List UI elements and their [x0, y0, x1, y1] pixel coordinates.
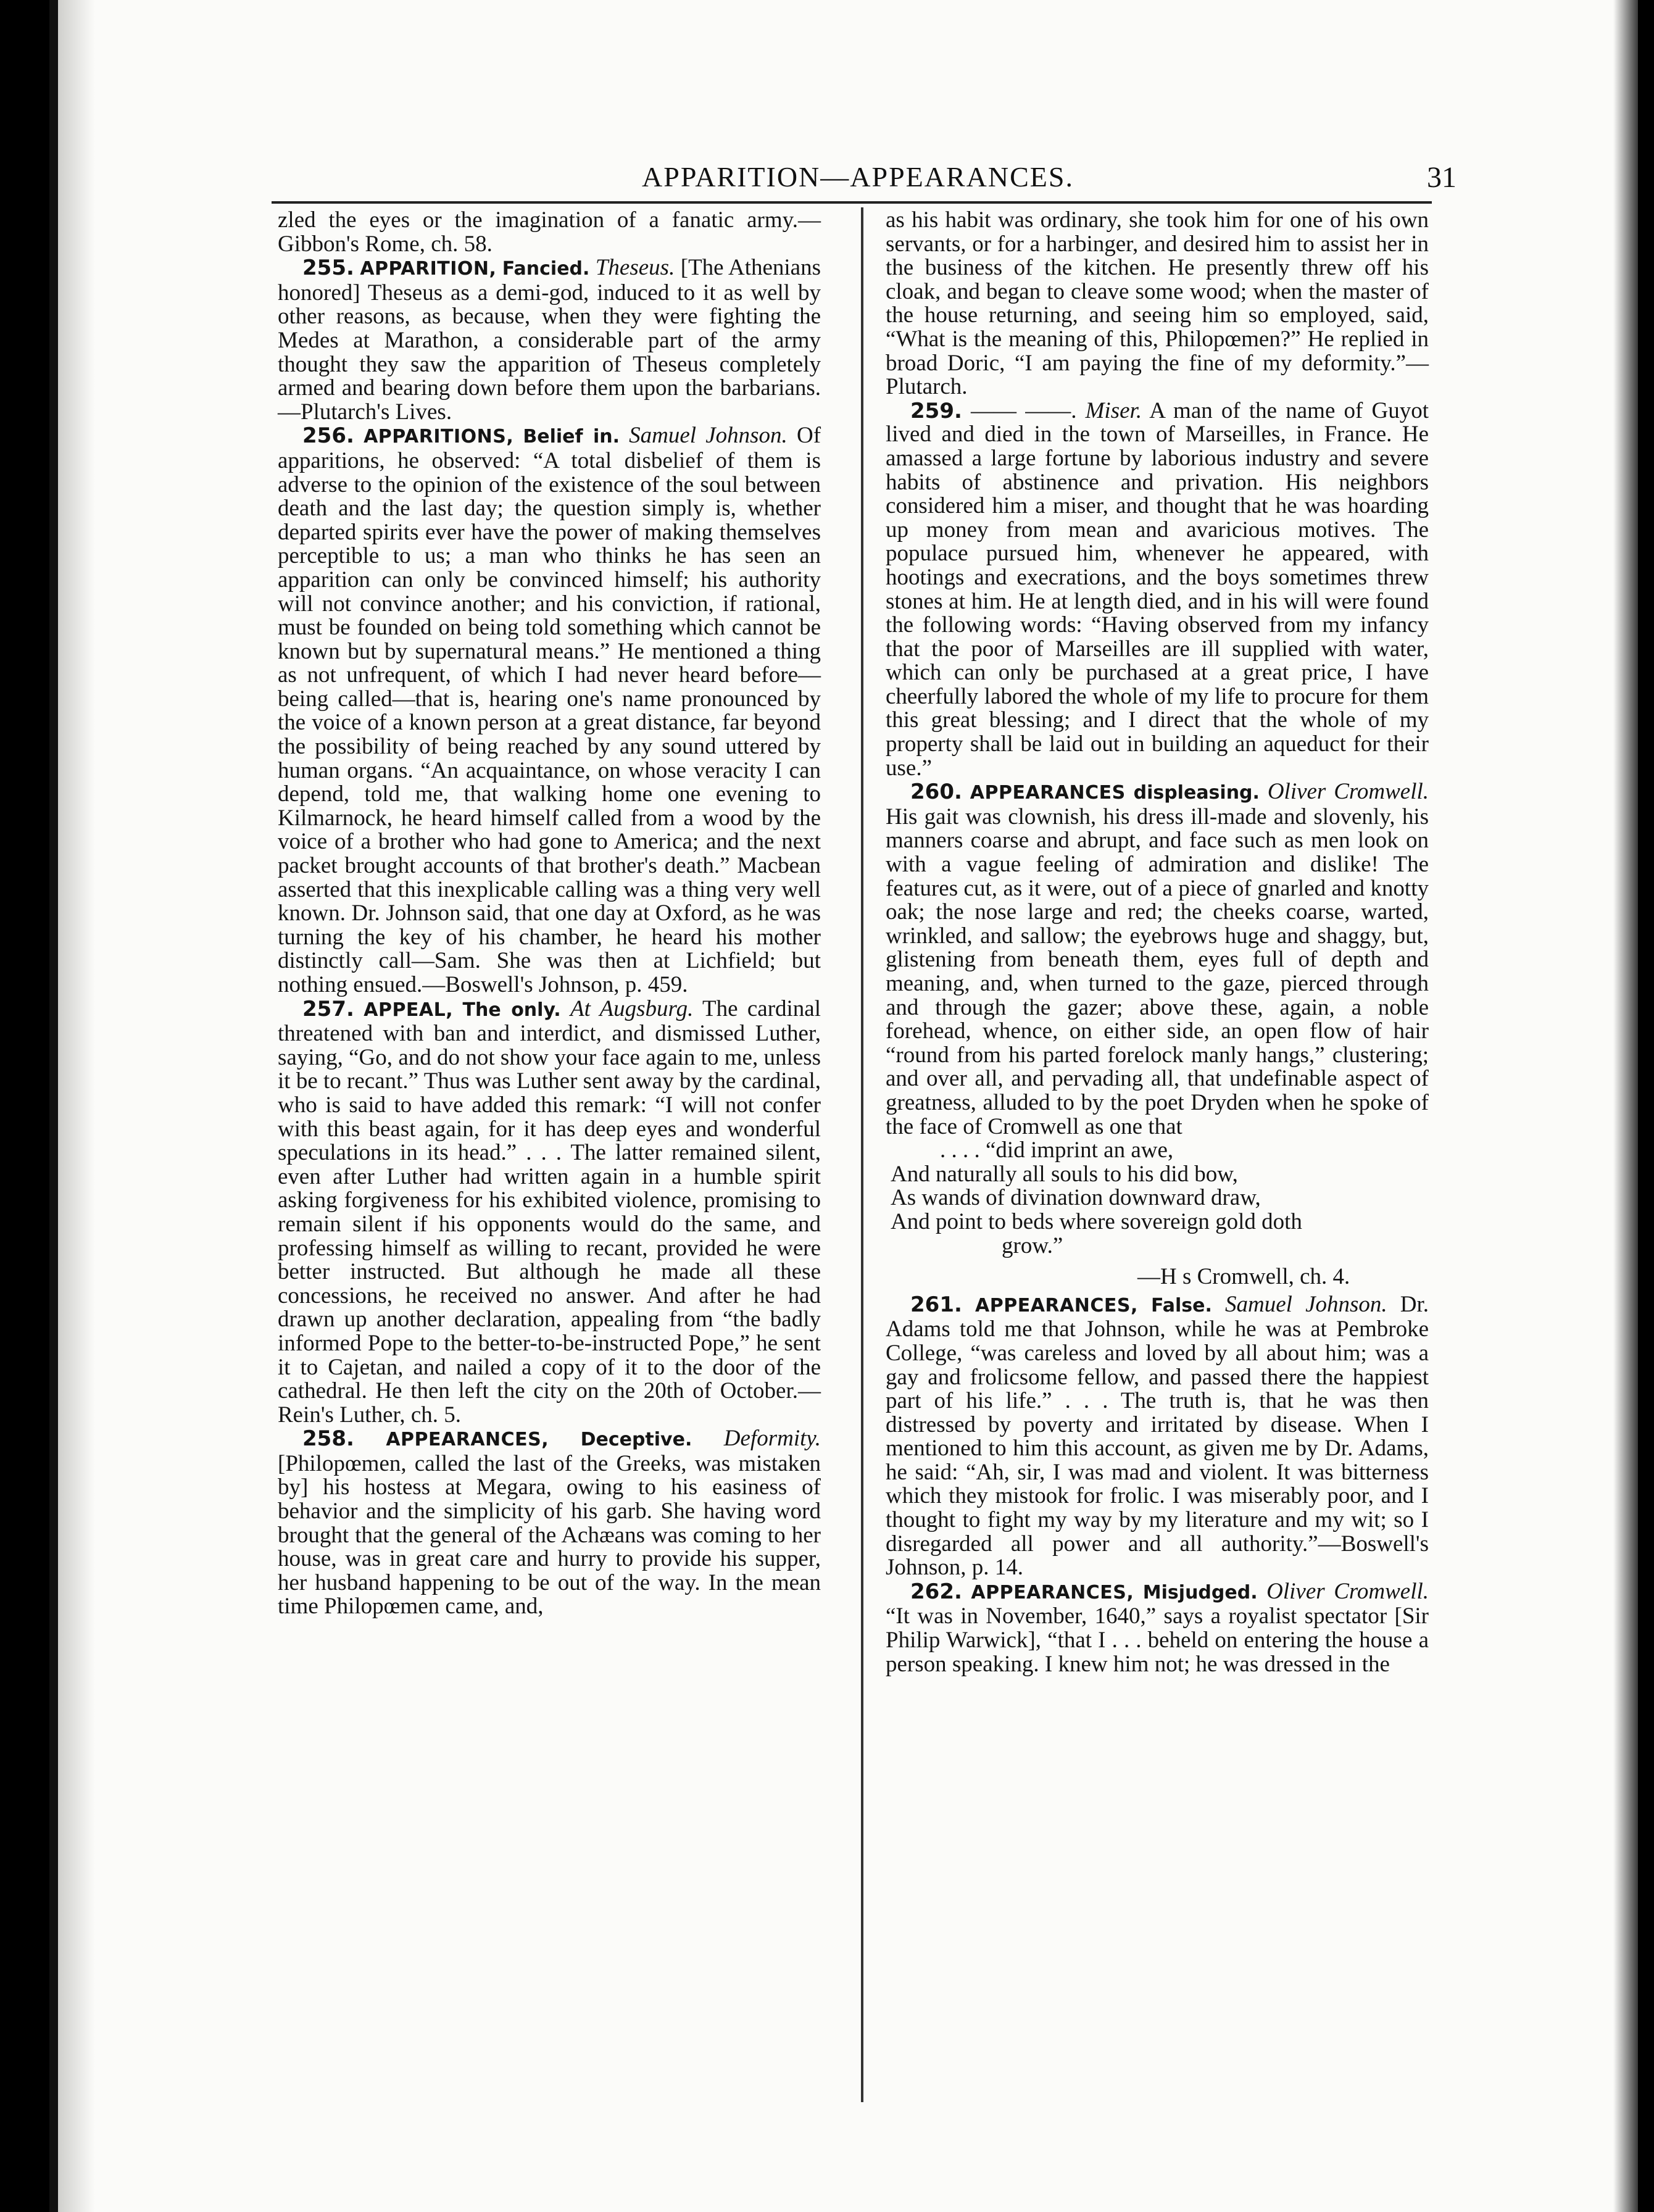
page-header	[272, 160, 1457, 204]
entry-heading: APPEARANCES,	[386, 1429, 549, 1451]
entry-subheading: Deceptive.	[580, 1429, 692, 1451]
quoted-verse	[886, 1139, 1429, 1289]
entry-262	[886, 1580, 1429, 1676]
entry-heading: —— ——.	[971, 397, 1077, 423]
entry-257	[278, 997, 821, 1428]
right-column	[886, 209, 1429, 1676]
entry-text: [Philopœmen, called the last of the Greeks, was mistaken by] his hostess at Megara, owing to his easiness of behavior and the simplicity of his garb. She having word brought that the general of the Achæans was coming to her house, was in great care and hurry to provide his supper, her husband happening to be out of the way. In the mean time Philopœmen came, and,	[278, 1450, 821, 1620]
page-edge-shadow	[1613, 0, 1638, 2212]
column-divider	[861, 207, 863, 2102]
entry-topic: At Augsburg.	[570, 996, 694, 1021]
verse-line: And point to beds where sovereign gold doth	[891, 1208, 1302, 1234]
verse-line: And naturally all souls to his did bow,	[891, 1161, 1238, 1187]
entry-number: 261.	[910, 1292, 962, 1317]
entry-text: His gait was clownish, his dress ill-made and slovenly, his manners coarse and abrupt, and face such as men look on with a vague feeling of admiration and dislike! The features cut, as it were, out of a piece of gnarled and knotty oak; the nose large and red; the cheeks coarse, warted, wrinkled, and sallow; the eyebrows huge and shaggy, but, glistening from beneath them, eyes full of depth and meaning, and, when turned to the gaze, pierced through and through the gazer; above these, again, a noble forehead, whence, on either side, an open flow of hair “round from his parted forelock manly hangs,” clustering; and over all, and pervading all, that undefinable aspect of greatness, alluded to by the poet Dryden when he spoke of the face of Cromwell as one that	[886, 804, 1429, 1139]
entry-number: 259.	[910, 398, 962, 423]
entry-text: Dr. Adams told me that Johnson, while he was at Pembroke College, “was careless and loved by all about him; was a gay and frolicsome fellow, and passed there the happiest part of his life.” . . . The truth is, that he was then distressed by poverty and irritated by disease. When I mentioned to him this account, as given me by Dr. Adams, he said: “Ah, sir, I was mad and violent. It was bitterness which they mistook for frolic. I was miserably poor, and I thought to fight my way by my literature and my wit; so I disregarded all power and all authority.”—Boswell's Johnson, p. 14.	[886, 1291, 1429, 1581]
entry-subheading: The only.	[462, 999, 561, 1021]
entry-number: 257.	[302, 996, 354, 1021]
entry-number: 255.	[302, 256, 354, 281]
verse-line: . . . . “did imprint an awe,	[940, 1137, 1174, 1163]
entry-261	[886, 1293, 1429, 1580]
entry-heading: APPEAL,	[364, 999, 454, 1021]
entry-topic: Miser.	[1085, 397, 1142, 423]
entry-number: 256.	[302, 423, 354, 449]
entry-subheading: Fancied.	[502, 258, 590, 280]
entry-heading: APPARITION,	[360, 258, 497, 280]
entry-subheading: Misjudged.	[1142, 1581, 1258, 1603]
entry-heading: APPEARANCES	[970, 782, 1126, 804]
entry-topic: Samuel Johnson.	[629, 423, 788, 449]
entry-heading: APPEARANCES,	[971, 1581, 1134, 1603]
entry-number: 260.	[910, 780, 962, 805]
entry-number: 262.	[910, 1579, 962, 1604]
entry-260	[886, 780, 1429, 1139]
entry-subheading: displeasing.	[1133, 782, 1260, 804]
entry-subheading: Belief in.	[523, 426, 620, 448]
entry-256	[278, 424, 821, 997]
entry-topic: Samuel Johnson.	[1225, 1291, 1387, 1317]
entry-topic: Theseus.	[595, 255, 675, 281]
page-number: 31	[1427, 161, 1457, 194]
entry-heading: APPARITIONS,	[364, 426, 514, 448]
entry-topic: Oliver Cromwell.	[1267, 779, 1429, 805]
continued-paragraph: as his habit was ordinary, she took him for one of his own servants, or for a harbinger, and desired him to assist her in the business of the kitchen. He presently threw off his cloak, and began to cleave some wood; when the master of the house returning, and seeing him so employed, said, “What is the meaning of this, Philopœmen?” He replied in broad Doric, “I am paying the fine of my deformity.”—Plutarch.	[886, 207, 1429, 400]
header-rule	[272, 201, 1432, 204]
entry-topic: Oliver Cromwell.	[1266, 1578, 1429, 1604]
entry-topic: Deformity.	[723, 1426, 821, 1452]
verse-line: As wands of divination downward draw,	[891, 1185, 1261, 1211]
running-title: APPARITION—APPEARANCES.	[642, 161, 1074, 193]
entry-number: 258.	[302, 1426, 354, 1452]
entry-text: The cardinal threatened with ban and interdict, and dismissed Luther, saying, “Go, and do not show your face again to me, unless it be to recant.” Thus was Luther sent away by the cardinal, who is said to have added this remark: “I will not confer with this beast again, for it has deep eyes and wonderful speculations in its head.” . . . The latter remained silent, even after Luther had written again in a humble spirit asking forgiveness for his exhibited violence, promising to remain silent if his opponents would do the same, and professing himself as willing to recant, provided he were better instructed. But although he made all these concessions, he received no answer. And after he had drawn up another declaration, appealing from “the badly informed Pope to the better-to-be-instructed Pope,” he sent it to Cajetan, and nailed a copy of it to the door of the cathedral. He then left the city on the 20th of October.—Rein's Luther, ch. 5.	[278, 996, 821, 1428]
verse-line: grow.”	[1002, 1233, 1063, 1258]
entry-255	[278, 256, 821, 424]
left-column	[278, 209, 821, 1619]
entry-text: “It was in November, 1640,” says a royalist spectator [Sir Philip Warwick], “that I . . . beheld on entering the house a person speaking. I knew him not; he was dressed in the	[886, 1603, 1429, 1677]
entry-259	[886, 399, 1429, 781]
entry-text: [The Athenians honored] Theseus as a demi-god, induced to it as well by other reasons, as because, when they were fighting the Medes at Marathon, a considerable part of the army thought they saw the apparition of Theseus completely armed and bearing down before them upon the barbarians.—Plutarch's Lives.	[278, 255, 821, 425]
entry-258	[278, 1427, 821, 1619]
entry-text: A man of the name of Guyot lived and died in the town of Marseilles, in France. He amassed a large fortune by laborious industry and severe habits of abstinence and privation. His neighbors considered him a miser, and thought that he was hoarding up money from mean and avaricious motives. The populace pursued him, whenever he appeared, with hootings and execrations, and the boys sometimes threw stones at him. He at length died, and in his will were found the following words: “Having observed from my infancy that the poor of Marseilles are ill supplied with water, which can only be purchased at a great price, I have cheerfully labored the whole of my life to procure for them this great blessing; and I direct that the whole of my property shall be laid out in building an aqueduct for their use.”	[886, 397, 1429, 781]
continued-paragraph: zled the eyes or the imagination of a fanatic army.—Gibbon's Rome, ch. 58.	[278, 207, 821, 257]
entry-subheading: False.	[1151, 1294, 1212, 1316]
entry-heading: APPEARANCES,	[975, 1294, 1138, 1316]
entry-text: Of apparitions, he observed: “A total disbelief of them is adverse to the opinion of the existence of the soul between death and the last day; the question simply is, whether departed spirits ever have the power of making themselves perceptible to us; a man who thinks he has seen an apparition can only be convinced himself; his authority will not convince another; and his conviction, if rational, must be founded on being told something which cannot be known but by supernatural means.” He mentioned a thing as not unfrequent, of which I had never heard before—being called—that is, hearing one's name pronounced by the voice of a known person at a great distance, far beyond the possibility of being reached by any sound uttered by human organs. “An acquaintance, on whose veracity I can depend, told me, that walking home one evening to Kilmarnock, he heard himself called from a wood by the voice of a brother who had gone to America; and the next packet brought accounts of that brother's death.” Macbean asserted that this inexplicable calling was a thing very well known. Dr. Johnson said, that one day at Oxford, as he was turning the key of his chamber, he heard his mother distinctly call—Sam. She was then at Lichfield; but nothing ensued.—Boswell's Johnson, p. 459.	[278, 423, 821, 997]
verse-attribution: —H s Cromwell, ch. 4.	[1137, 1264, 1350, 1290]
